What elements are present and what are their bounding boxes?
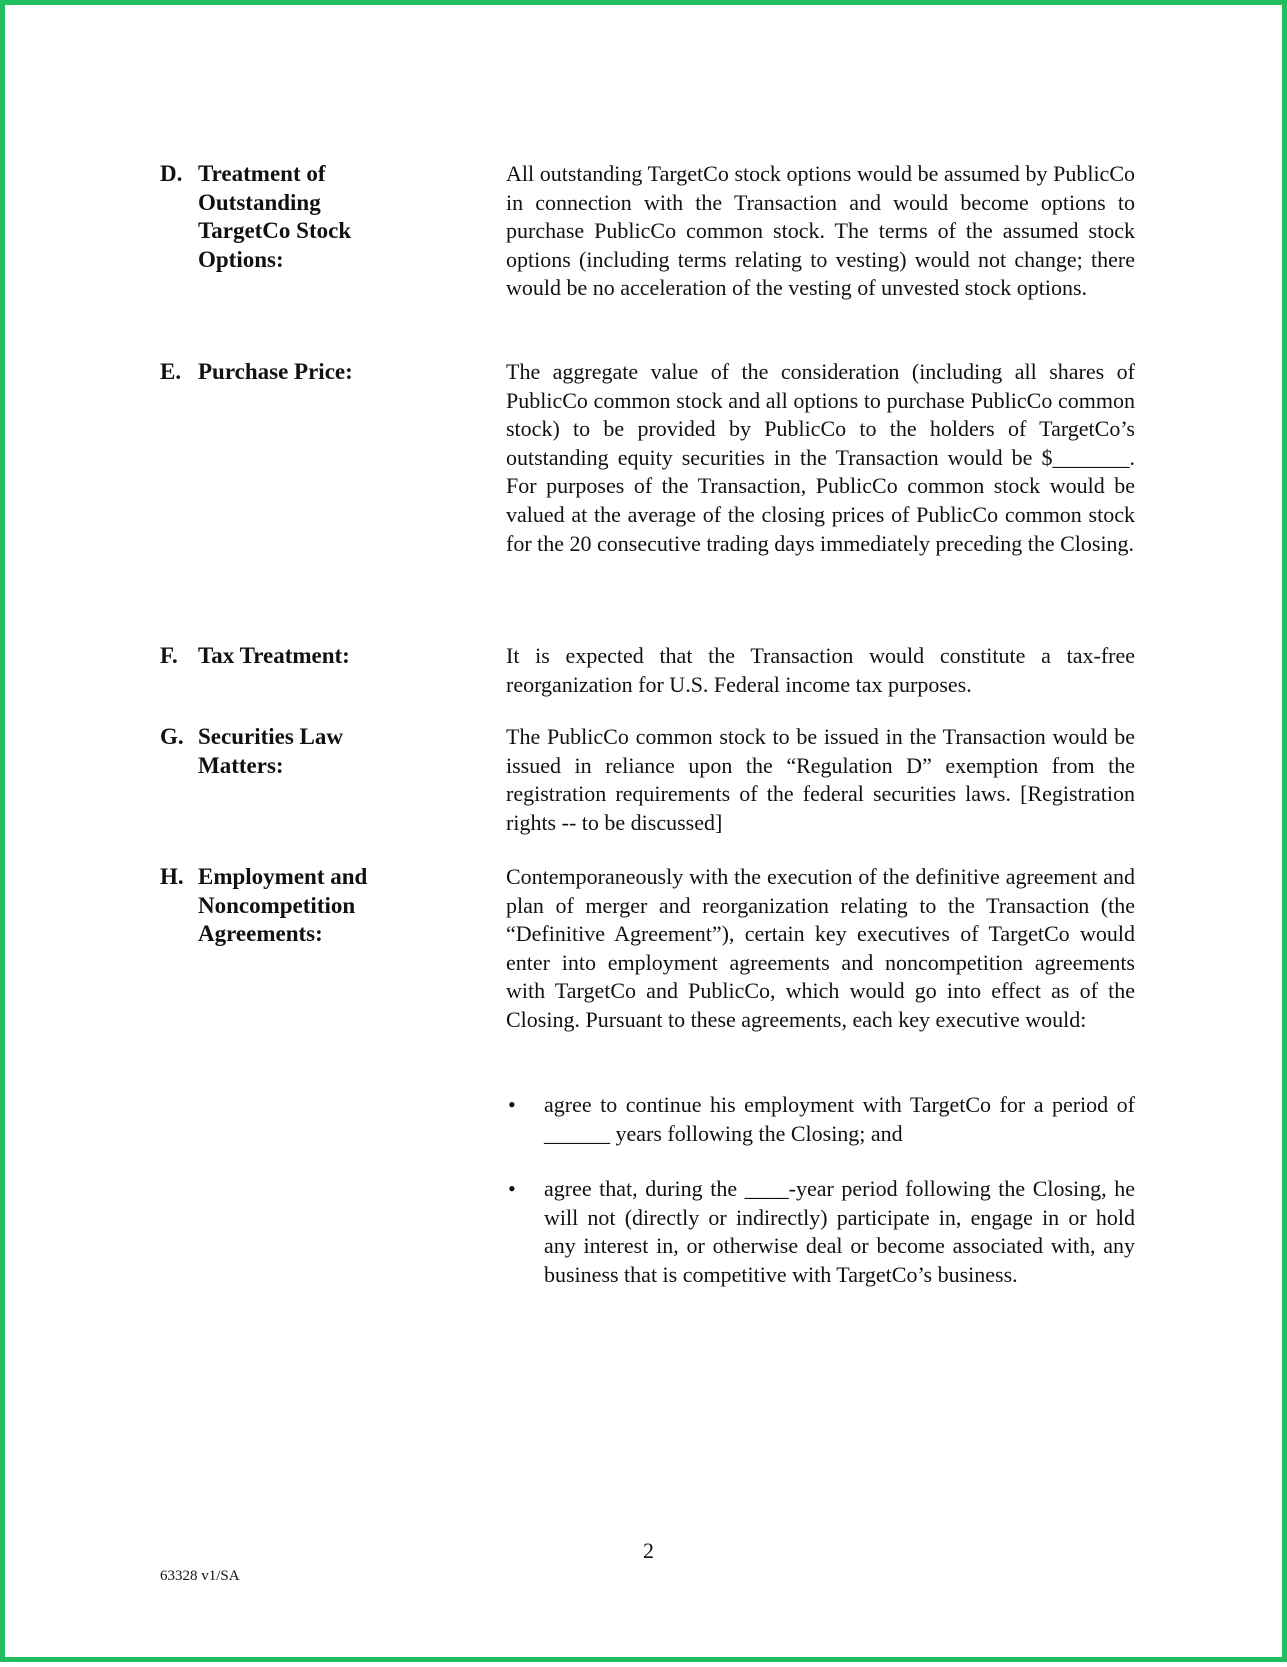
term-letter: F. <box>160 643 178 668</box>
bullet-text: agree that, during the ____-year period following the Closing, he will not (directly or indirectly) participate in, engage in or hold any interest in, or otherwise deal or become associated with, any business that is competitive with TargetCo’s business. <box>544 1176 1135 1287</box>
document-page <box>5 5 1287 1667</box>
bullet-text: agree to continue his employment with TargetCo for a period of ______ years following the Closing; and <box>544 1092 1135 1146</box>
term-body: It is expected that the Transaction would constitute a tax-free reorganization for U.S. Federal income tax purposes. <box>506 643 1135 697</box>
term-title: Securities Law Matters: <box>198 724 344 778</box>
term-body: The aggregate value of the consideration (including all shares of PublicCo common stock and all options to purchase PublicCo common stock) to be provided by PublicCo to the holders of TargetCo’s outstanding equity securities in the Transaction would be $_______. For purposes of the Transaction, PublicCo common stock would be valued at the average of the closing prices of PublicCo common stock for the 20 consecutive trading days immediately preceding the Closing. <box>506 359 1135 556</box>
term-letter: D. <box>160 161 183 186</box>
term-body: The PublicCo common stock to be issued in the Transaction would be issued in reliance upon the “Regulation D” exemption from the registration requirements of the federal securities laws. [Registration rights -- to be discussed] <box>506 724 1135 835</box>
term-letter: H. <box>160 864 184 889</box>
bullet-icon: • <box>508 1176 516 1202</box>
term-title: Employment and Noncompetition Agreements: <box>198 864 368 946</box>
term-letter: E. <box>160 359 182 384</box>
term-title: Purchase Price: <box>198 359 353 384</box>
page-number: 2 <box>643 1538 654 1563</box>
term-title: Treatment of Outstanding TargetCo Stock Options: <box>198 161 352 272</box>
list-item <box>506 1175 1135 1289</box>
term-title: Tax Treatment: <box>198 643 350 668</box>
term-letter: G. <box>160 724 184 749</box>
term-body: All outstanding TargetCo stock options would be assumed by PublicCo in connection with the Transaction and would become options to purchase PublicCo common stock. The terms of the assumed stock options (including terms relating to vesting) would not change; there would be no acceleration of the vesting of unvested stock options. <box>506 161 1135 301</box>
bullet-icon: • <box>508 1092 516 1117</box>
bullet-list <box>506 1091 1135 1317</box>
list-item <box>506 1091 1135 1148</box>
term-body: Contemporaneously with the execution of the definitive agreement and plan of merger and reorganization relating to the Transaction (the “Definitive Agreement”), certain key executives of TargetCo would enter into employment agreements and noncompetition agreements with TargetCo and PublicCo, which would go into effect as of the Closing. Pursuant to these agreements, each key executive would: <box>506 864 1135 1032</box>
document-id: 63328 v1/SA <box>160 1568 240 1584</box>
